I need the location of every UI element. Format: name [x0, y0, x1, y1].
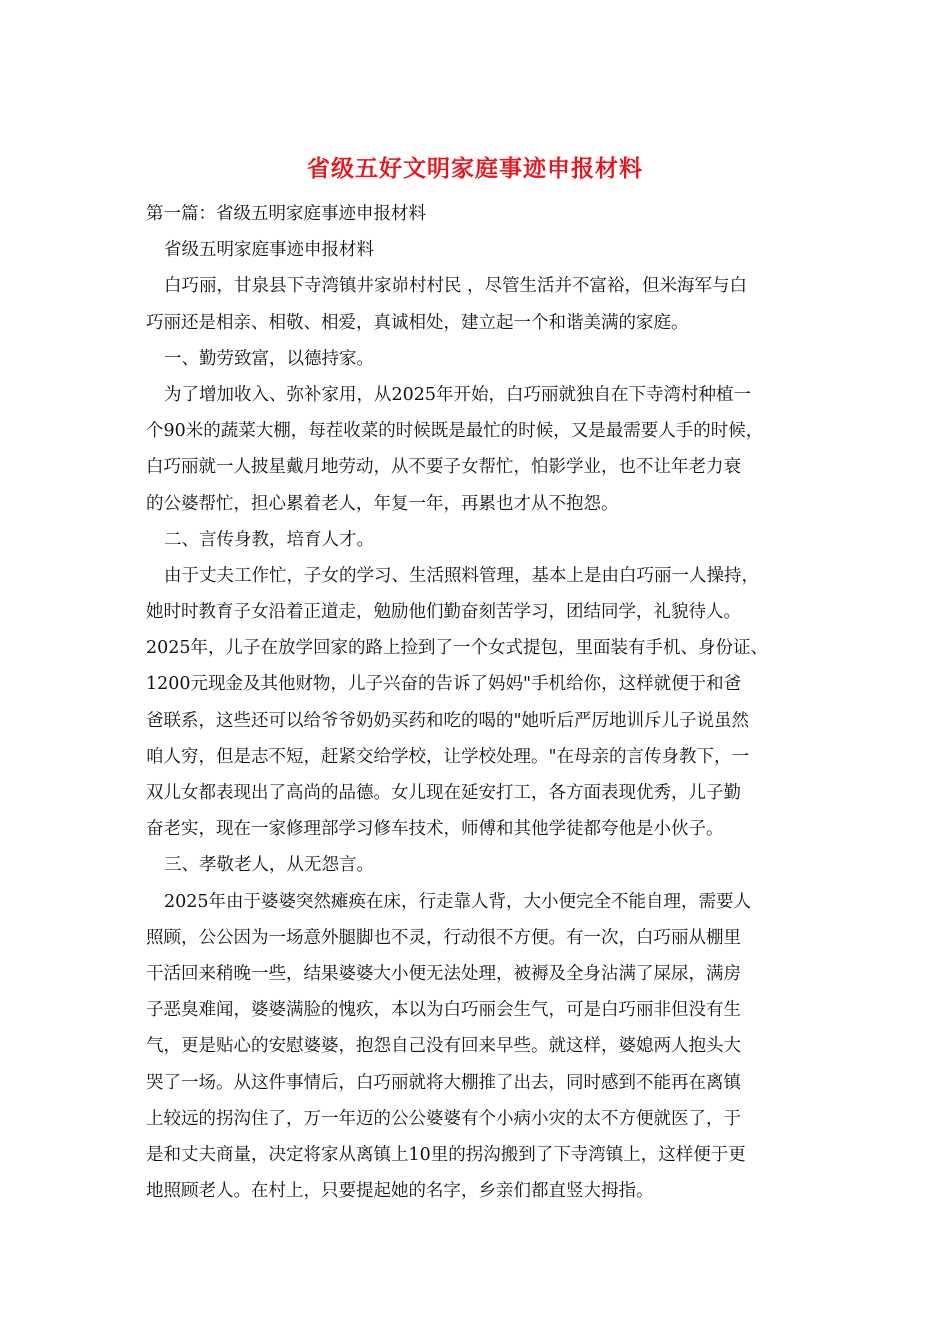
text-line: 是和丈夫商量，决定将家从离镇上10里的拐沟搬到了下寺湾镇上，这样便于更 [146, 1144, 746, 1165]
text-line: 二、言传身教，培育人才。 [164, 529, 374, 550]
text-line: 爸联系，这些还可以给爷爷奶奶买药和吃的喝的"她听后严厉地训斥儿子说虽然 [146, 710, 750, 731]
text-line: 她时时教育子女沿着正道走，勉励他们勤奋刻苦学习，团结同学，礼貌待人。 [146, 602, 741, 623]
document-title: 省级五好文明家庭事迹申报材料 [307, 155, 643, 182]
text-line: 三、孝敬老人，从无怨言。 [164, 855, 374, 876]
text-line: 的公婆帮忙，担心累着老人，年复一年，再累也才从不抱怨。 [146, 493, 619, 514]
text-line: 子恶臭难闻，婆婆满脸的愧疚，本以为白巧丽会生气，可是白巧丽非但没有生 [146, 1000, 741, 1021]
text-line: 干活回来稍晚一些，结果婆婆大小便无法处理，被褥及全身沾满了屎尿，满房 [146, 963, 741, 984]
text-line: 奋老实，现在一家修理部学习修车技术，师傅和其他学徒都夸他是小伙子。 [146, 819, 724, 840]
text-line: 为了增加收入、弥补家用，从2025年开始，白巧丽就独自在下寺湾村种植一 [164, 384, 752, 405]
text-line: 一、勤劳致富，以德持家。 [164, 348, 374, 369]
text-line: 照顾，公公因为一场意外腿脚也不灵，行动很不方便。有一次，白巧丽从棚里 [146, 927, 741, 948]
text-line: 咱人穷，但是志不短，赶紧交给学校，让学校处理。"在母亲的言传身教下，一 [146, 746, 750, 767]
text-line: 1200元现金及其他财物，儿子兴奋的告诉了妈妈"手机给你，这样就便于和爸 [146, 674, 742, 695]
text-line: 上较远的拐沟住了，万一年迈的公公婆婆有个小病小灾的太不方便就医了，于 [146, 1108, 741, 1129]
document-body [146, 196, 816, 1209]
text-line: 2025年由于婆婆突然瘫痪在床，行走靠人背，大小便完全不能自理，需要人 [164, 891, 752, 912]
text-line: 巧丽还是相亲、相敬、相爱，真诚相处，建立起一个和谐美满的家庭。 [146, 312, 689, 333]
text-line: 省级五明家庭事迹申报材料 [164, 240, 374, 261]
text-line: 哭了一场。从这件事情后，白巧丽就将大棚推了出去，同时感到不能再在离镇 [146, 1072, 741, 1093]
text-line: 2025年，儿子在放学回家的路上捡到了一个女式提包，里面装有手机、身份证、 [146, 638, 769, 659]
text-line: 地照顾老人。在村上，只要提起她的名字，乡亲们都直竖大拇指。 [146, 1181, 654, 1202]
text-line: 第一篇：省级五明家庭事迹申报材料 [146, 204, 426, 224]
text-line: 双儿女都表现出了高尚的品德。女儿现在延安打工，各方面表现优秀，儿子勤 [146, 783, 741, 803]
text-line: 白巧丽就一人披星戴月地劳动，从不要子女帮忙，怕影学业，也不让年老力衰 [146, 457, 741, 478]
text-line: 白巧丽，甘泉县下寺湾镇井家峁村村民 ，尽管生活并不富裕，但米海军与白 [164, 276, 748, 297]
text-line: 气，更是贴心的安慰婆婆，抱怨自己没有回来早些。就这样，婆媳两人抱头大 [146, 1036, 741, 1057]
text-line: 由于丈夫工作忙，子女的学习、生活照料管理，基本上是由白巧丽一人操持， [164, 565, 759, 586]
text-line: 个90米的蔬菜大棚，每茬收菜的时候既是最忙的时候，又是最需要人手的时候， [146, 421, 764, 442]
